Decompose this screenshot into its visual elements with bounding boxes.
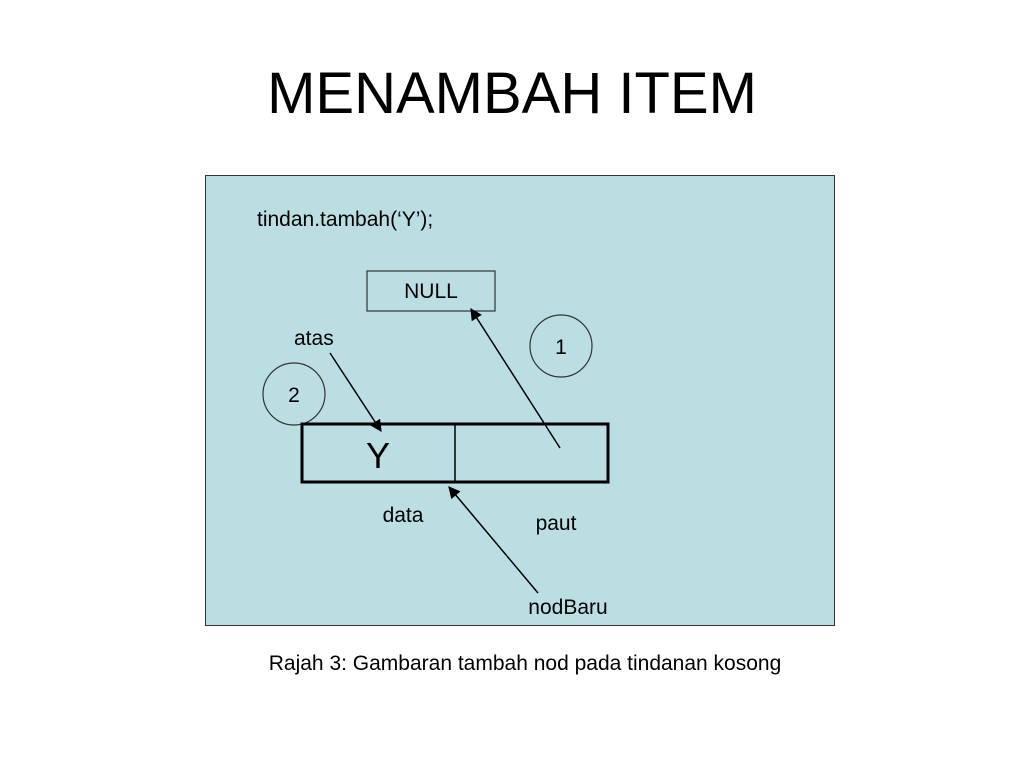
- data-field-label: data: [382, 504, 424, 527]
- figure-caption: Rajah 3: Gambaran tambah nod pada tindanan kosong: [268, 652, 782, 675]
- node-data-value: Y: [365, 435, 391, 476]
- atas-label: atas: [294, 327, 334, 350]
- step-2-label: 2: [288, 384, 300, 407]
- atas-arrow: [330, 353, 381, 431]
- paut-field-label: paut: [535, 512, 577, 535]
- slide-title: MENAMBAH ITEM: [267, 61, 757, 126]
- nodbaru-label: nodBaru: [528, 596, 608, 619]
- code-statement: tindan.tambah(‘Y’);: [257, 208, 434, 231]
- paut-to-null-arrow: [471, 309, 560, 448]
- step-1-label: 1: [555, 336, 567, 359]
- null-label: NULL: [404, 280, 458, 303]
- nodbaru-arrow: [449, 487, 538, 593]
